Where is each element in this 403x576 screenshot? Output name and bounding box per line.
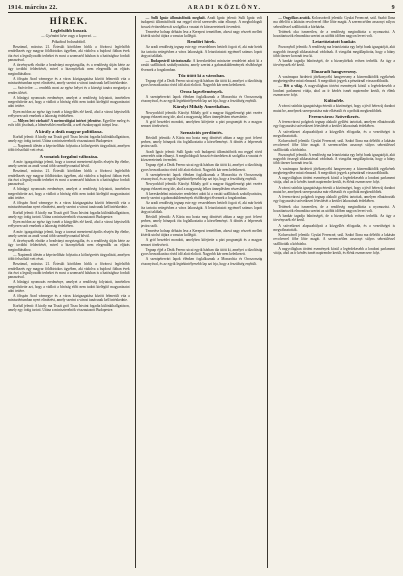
paragraph: Tegnap éjjel a Deák Ferenc utcai egyik házban tűz ütött ki, amelyet a tűzoltóság gyors beavatkozása rövid idő alatt eloltott. Nagyobb kár nem keletkezett.: [140, 163, 263, 172]
paragraph: — Szóvivőre: — rendelik most az egész helyet és a községi tanács megtartja a rendes ülését.: [8, 86, 130, 95]
paragraph: Korbál jelenti: A király ma Tiszát gróf Tisza Istvánt fogadta különkihallgatáson, amely egy óráig tartott. Utána a miniszterelnök visszautazott Budapestre.: [8, 210, 130, 219]
paragraph: A főispán Arad vármegye és a város közigazgatása között felmerült vita a minisztériumban nyert elintézést, amely szerint a városi tanácsnak kell intézkednie.: [8, 76, 130, 86]
paragraph: — Napirendi ülésén a képviselőház folytatta a költségvetés tárgyalását, amelyen több felszólaló vett részt.: [8, 252, 130, 262]
paragraph: A városi színház igazgatósága értesíti a közönséget, hogy a jövő héten új darabot mutat be, amelynek szereposztása már elkészült és a próbák megkezdődtek.: [273, 185, 396, 194]
column-2: [141, 16, 263, 568]
paragraph: Beszámol, március 21. Értesült körökben hírlik a fővárosi legfelsőbb rendelkezés egy magyar földbirtokos ügyében, aki vádolva a bujdosó fiában évek óta érzi a legsúlyosabb terheket és most a szomszéd faluban is a hatósághoz fordult panaszával.: [8, 45, 130, 62]
column-rule: [267, 16, 268, 568]
article-text: Aradi Ignác jelenti: Sulli Ignác volt budapesti állomásfőnök ma reggel rövid szenvedés után elhunyt. A megboldogult hosszú évtizedeken át szolgálta a vasutat és közszeretetnek örvendett.: [140, 16, 263, 29]
paragraph: A vasárnapra hirdetett jótékonycélú hangverseny a közreműködők egyikének megbetegedése miatt elmarad. A megváltott jegyek a pénztárnál visszaválthatók.: [273, 74, 396, 84]
paragraph: A főispán Arad vármegye és a város közigazgatása között felmerült vita a minisztériumban nyert elintézést, amely szerint a városi tanácsnak kell intézkednie.: [8, 201, 130, 210]
article-subtitle: — Gyémánt kéve vagy a koporsó. —: [41, 34, 97, 39]
paragraph: [273, 16, 395, 29]
paragraph: [273, 84, 395, 97]
paragraph: Korbál jelenti: A király ma Tiszát gróf Tisza Istvánt fogadta különkihallgatáson, amely egy óráig tartott. Utána a miniszterelnök visszautazott Budapestre.: [8, 134, 130, 143]
paragraph: A nagyvilágban történt események közül a legérdekesebb a londoni parlament vitája, ahol az ír kérdés ismét napirendre került, és élénk eszmecsere folyt.: [273, 246, 396, 256]
paragraph: A törvényszék elnöke a beadványt megvizsgálta, és a rendőrség útján kérte az ügy további felderítését, mivel a bizonyítékok nem elegendők az eljárás megindításához.: [8, 63, 130, 76]
paragraph: A szövetkezet alapszabályait a közgyűlés elfogadta, és a vezetőséget is megválasztották.: [273, 223, 396, 232]
paragraph: Bécsből jelentik: A Kúria ma hozta meg döntését abban a nagy port felvert perben, amely hónapok óta foglalkoztatta a közvéleményt. A döntés a felperesek javára szólt.: [140, 215, 263, 228]
article-text: Kolozsvárról jelentik: Gyulai Ferencné, szül. Szabó Ilona ma délelőtt a lakásán revolverrel főbe lőtte magát. A szerencsétlen asszonyt súlyos sebesüléssel szállították a kórházba.: [273, 16, 396, 29]
paragraph: A szentpétervári lapok élénken foglalkoznak a Monarchia és Oroszország viszonyával, és az egyik legtekintélyesebb lap azt írja, hogy a feszültség enyhült.: [140, 172, 263, 182]
column-rule: [135, 16, 136, 568]
paragraph: A máv. igazgatósága jelenti, hogy a tavaszi menetrend április elsején lép életbe, amely szerint az aradi vonal több személyvonattal bővül.: [8, 229, 130, 238]
paragraph: A törvényszék elnöke a beadványt megvizsgálta, és a rendőrség útján kérte az ügy további felderítését, mivel a bizonyítékok nem elegendők az eljárás megindításához.: [8, 239, 130, 252]
masthead: [8, 5, 395, 13]
columns: [8, 16, 395, 568]
article-head: — Budapestről táviratozzák:: [145, 59, 192, 64]
article-head: — Sulli Ignác állomásfőnök meghalt.: [145, 16, 206, 20]
paragraph: Kolozsvárról jelentik: Gyulai Ferencné, szül. Szabó Ilona ma délelőtt a lakásán revolverrel főbe lőtte magát. A szerencsétlen asszonyt súlyos sebesüléssel szállították a kórházba.: [273, 233, 396, 246]
paragraph: A ferencvárosi polgárok tegnap alakuló gyűlést tartottak, amelyen elhatározták egy fogyasztási szövetkezet létesítését a kerület lakosainak érdekében.: [273, 120, 396, 129]
article-title: Legfelsőbb bosszú.: [50, 28, 88, 33]
paragraph: Az aradi rendőrség tegnap este egy veszedelmes betörőt fogott el, aki már hetek óta tartotta rettegésben a város lakosságát. A letartóztatott egyénnél számos lopott tárgyat találtak.: [140, 45, 263, 58]
paragraph: Newyorkból jelentik: Károlyi Mihály gróf a magyar függetlenségi párt vezére tegnap érkezett meg ide, ahol a magyarság lelkes ünneplésben részesítette.: [140, 110, 263, 119]
paragraph: Pozsonyból jelentik: A rendőrség ma letartóztatta egy helyi bank igazgatóját, akit nagyobb összegű sikkasztással vádolnak. A vizsgálat megállapította, hogy a hiány több tízezer koronát tesz ki.: [273, 45, 396, 58]
paragraph: Tegnap éjjel a Deák Ferenc utcai egyik házban tűz ütött ki, amelyet a tűzoltóság gyors beavatkozása rövid idő alatt eloltott. Nagyobb kár nem keletkezett.: [140, 247, 263, 257]
paragraph: A városi színház igazgatósága értesíti a közönséget, hogy a jövő héten új darabot mutat be, amelynek szereposztása már elkészült és a próbák megkezdődtek.: [273, 104, 396, 113]
paragraph: A vasárnapra hirdetett jótékonycélú hangverseny a közreműködők egyikének megbetegedése miatt elmarad. A megváltott jegyek a pénztárnál visszaválthatók.: [273, 166, 396, 175]
article-subtitle: Pókaktod bolondoktól.: [51, 39, 87, 44]
paragraph: A bűnügyi nyomozás eredménye, amelyet a rendőrség folytatott, ismételten megerősítette azt, hogy a vádlott a bíróság előtt nem tudott kielégítő magyarázatot adni tettére.: [8, 95, 130, 109]
paragraph: A kereskedelmi miniszter rendeletet adott ki a vasúti szállítások szabályozására, amely szerint a gabonaküldemények elsőbbséget élveznek a forgalomban.: [140, 191, 263, 201]
paragraph: Pozsonyból jelentik: A rendőrség ma letartóztatta egy helyi bank igazgatóját, akit nagyobb összegű sikkasztással vádolnak. A vizsgálat megállapította, hogy a hiány több tízezer koronát tesz ki.: [273, 152, 396, 166]
paragraph: Korbál jelenti: A király ma Tiszát gróf Tisza Istvánt fogadta különkihallgatáson, amely egy óráig tartott. Utána a miniszterelnök visszautazott Budapestre.: [8, 303, 130, 312]
paragraph: Ilyen módon az egész ügy ismét a közgyűlés elé kerül, ahol a városi képviselők erélyesen szót emelnek a lakosság érdekében.: [8, 109, 130, 118]
paragraph: A bankár tagadja bűnösségét, de a bizonyítékok erősen terhelik. Az ügy a törvényszék elé kerül.: [273, 214, 396, 223]
article-title: Letartóztatott bankár.: [312, 39, 357, 45]
paragraph: A szentpétervári lapok élénken foglalkoznak a Monarchia és Oroszország viszonyával, és az egyik legtekintélyesebb lap azt írja, hogy a feszültség enyhült.: [140, 257, 263, 266]
article-title: Elmaradt hangverseny.: [311, 68, 358, 74]
article-title: A vonatok forgalmi változása.: [39, 153, 99, 159]
article-head: — Hét a világ.: [278, 84, 303, 89]
article-text: A nagyvilágban történt események közül a legérdekesebb a londoni parlament vitája, ahol az ír kérdés ismét napirendre került, és élénk eszmecsere folyt.: [273, 84, 396, 97]
paragraph: A főispán Arad vármegye és a város közigazgatása között felmerült vita a minisztériumban nyert elintézést, amely szerint a városi tanácsnak kell intézkednie.: [8, 294, 130, 303]
article-title: Különféle.: [324, 98, 345, 104]
article-text: A kereskedelmi miniszter rendeletet adott ki a vasúti szállítások szabályozására, amely szerint a gabonaküldemények elsőbbséget élveznek a forgalomban.: [140, 59, 263, 72]
paragraph: Beszámol, március 21. Értesült körökben hírlik a fővárosi legfelsőbb rendelkezés egy magyar földbirtokos ügyében, aki vádolva a bujdosó fiában évek óta érzi a legsúlyosabb terheket és most a szomszéd faluban is a hatósághoz fordult panaszával.: [8, 262, 130, 280]
paragraph: [8, 119, 130, 128]
paragraph: A szövetkezet alapszabályait a közgyűlés elfogadta, és a vezetőséget is megválasztották.: [273, 129, 396, 138]
paragraph: Kolozsvárról jelentik: Gyulai Ferencné, szül. Szabó Ilona ma délelőtt a lakásán revolverrel főbe lőtte magát. A szerencsétlen asszonyt súlyos sebesüléssel szállították a kórházba.: [273, 139, 396, 152]
paragraph: A szentpétervári lapok élénken foglalkoznak a Monarchia és Oroszország viszonyával, és az egyik legtekintélyesebb lap azt írja, hogy a feszültség enyhült.: [140, 94, 263, 104]
article-title: Tűz ütött ki a városban.: [178, 72, 226, 78]
paragraph: Tettének oka ismeretlen, de a rendőrség megindította a nyomozást. A hozzátartozók elmondása szerint az utóbbi időben nagyon levert volt.: [273, 29, 396, 38]
article-title: Orosz lapvélemények.: [179, 88, 224, 94]
paragraph: Tegnap éjjel a Deák Ferenc utcai egyik házban tűz ütött ki, amelyet a tűzoltóság gyors beavatkozása rövid idő alatt eloltott. Nagyobb kár nem keletkezett.: [140, 79, 263, 88]
paragraph: A máv. igazgatósága jelenti, hogy a tavaszi menetrend április elsején lép életbe, amely szerint az aradi vonal több személyvonattal bővül.: [8, 159, 130, 169]
paragraph: Tettének oka ismeretlen, de a rendőrség megindította a nyomozást. A hozzátartozók elmondása szerint az utóbbi időben nagyon levert volt.: [273, 204, 396, 213]
section-title: HÍREK.: [49, 16, 88, 26]
article-title: Szenzációs perdöntés.: [180, 129, 223, 135]
paragraph: A bankár tagadja bűnösségét, de a bizonyítékok erősen terhelik. Az ügy a törvényszék elé kerül.: [273, 59, 396, 68]
paragraph: A bűnügyi nyomozás eredménye, amelyet a rendőrség folytatott, ismételten megerősítette azt, hogy a vádlott a bíróság előtt nem tudott kielégítő magyarázatot adni tettére.: [8, 187, 130, 200]
page-number: 9: [391, 5, 395, 11]
article-head: — Öngyilkos aratók.: [278, 16, 311, 20]
paragraph: Temetése holnap délután lesz a Kerepesi temetőben, ahová nagy részvét mellett kísérik utolsó útjára a vasutas kollégái.: [140, 228, 263, 238]
article-title: A király a deák magyar politikusa.: [34, 128, 103, 134]
paragraph: Bécsből jelentik: A Kúria ma hozta meg döntését abban a nagy port felvert perben, amely hónapok óta foglalkoztatta a közvéleményt. A döntés a felperesek javára szólt.: [140, 135, 263, 149]
article-head: — Milyen lett várható? A meteorológiai intézet jelentése.: [13, 119, 102, 124]
paragraph: A gróf beszédet mondott, amelyben kifejtette a párt programját és a magyar nemzet törekvéseit.: [140, 120, 263, 129]
paragraph: Aradi Ignác jelenti: Sulli Ignác volt budapesti állomásfőnök ma reggel rövid szenvedés után elhunyt. A megboldogult hosszú évtizedeken át szolgálta a vasutat és közszeretetnek örvendett.: [140, 149, 263, 163]
newspaper-title: ARADI KÖZLÖNY.: [187, 5, 262, 11]
paragraph: Az aradi rendőrség tegnap este egy veszedelmes betörőt fogott el, aki már hetek óta tartotta rettegésben a város lakosságát. A letartóztatott egyénnél számos lopott tárgyat találtak.: [140, 201, 263, 214]
issue-date: 1914. március 22.: [8, 5, 58, 11]
paragraph: [141, 16, 263, 29]
paragraph: Ilyen módon az egész ügy ismét a közgyűlés elé kerül, ahol a városi képviselők erélyesen szót emelnek a lakosság érdekében.: [8, 220, 130, 229]
paragraph: A ferencvárosi polgárok tegnap alakuló gyűlést tartottak, amelyen elhatározták egy fogyasztási szövetkezet létesítését a kerület lakosainak érdekében.: [273, 195, 396, 204]
paragraph: A nagyvilágban történt események közül a legérdekesebb a londoni parlament vitája, ahol az ír kérdés ismét napirendre került, és élénk eszmecsere folyt.: [273, 176, 396, 185]
paragraph: — Napirendi ülésén a képviselőház folytatta a költségvetés tárgyalását, amelyen több felszólaló vett részt.: [8, 144, 130, 153]
article-title: Rendőri hírek.: [187, 39, 216, 45]
column-3: [273, 16, 395, 568]
paragraph: A bűnügyi nyomozás eredménye, amelyet a rendőrség folytatott, ismételten megerősítette azt, hogy a vádlott a bíróság előtt nem tudott kielégítő magyarázatot adni tettére.: [8, 280, 130, 293]
column-1: [8, 16, 130, 568]
paragraph: Newyorkból jelentik: Károlyi Mihály gróf a magyar függetlenségi párt vezére tegnap érkezett meg ide, ahol a magyarság lelkes ünneplésben részesítette.: [140, 182, 263, 191]
paragraph: A gróf beszédet mondott, amelyben kifejtette a párt programját és a magyar nemzet törekvéseit.: [140, 238, 263, 247]
paragraph: Beszámol, március 21. Értesült körökben hírlik a fővárosi legfelsőbb rendelkezés egy magyar földbirtokos ügyében, aki vádolva a bujdosó fiában évek óta érzi a legsúlyosabb terheket és most a szomszéd faluban is a hatósághoz fordult panaszával.: [8, 169, 130, 187]
article-text: Egyelőre meleg és esős időt jósolnak, a hőmérséklet emelkedik, a szél északnyugati irányú lesz.: [8, 119, 130, 128]
article-title: Ferencváros: Szövetkezés.: [308, 113, 360, 119]
paragraph: [141, 59, 263, 72]
paragraph: Temetése holnap délután lesz a Kerepesi temetőben, ahová nagy részvét mellett kísérik utolsó útjára a vasutas kollégái.: [140, 29, 263, 38]
article-title: Károlyi Mihály Amerikában.: [173, 104, 230, 110]
